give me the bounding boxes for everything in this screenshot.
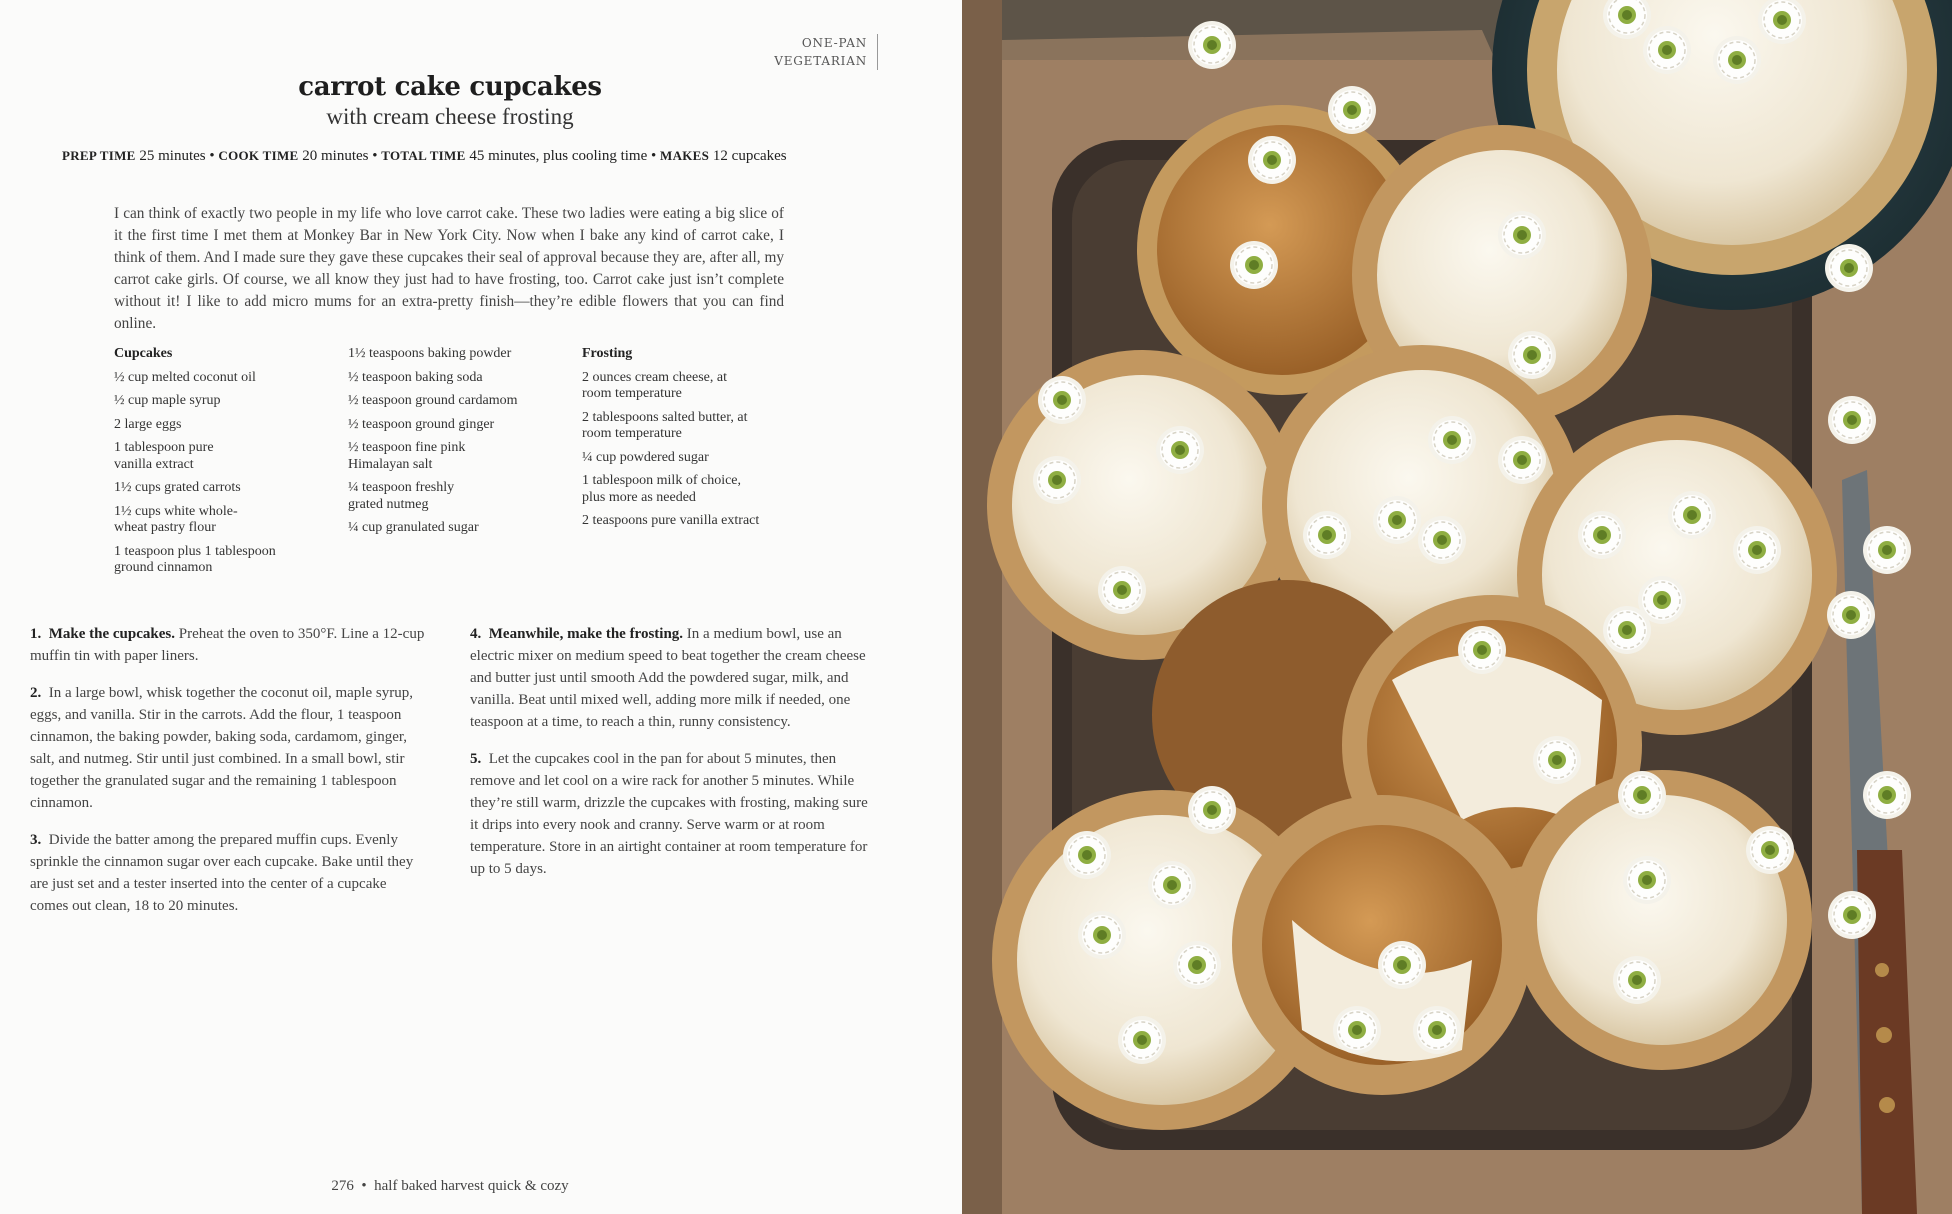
method-step (30, 682, 425, 814)
method-step (470, 748, 870, 880)
meta-separator: • (205, 148, 219, 164)
recipe-times (62, 148, 787, 165)
ingredient-item: 2 ounces cream cheese, at room temperature (582, 369, 727, 401)
recipe-intro: I can think of exactly two people in my life who love carrot cake. These two ladies were eating a big slice of it the first time I met them at Monkey Bar in New York City. Now when I bake any kind of carrot cake, I think of them. And I made sure they gave these cupcakes their seal of approval because they are, after all, my carrot cake girls. Of course, we all know they just had to have frosting, too. Carrot cake just isn’t complete without it! I like to add micro mums for an extra-pretty finish—they’re edible flowers that you can find online. (114, 205, 784, 333)
step-lead: Make the cupcakes. (48, 626, 175, 642)
category-tag (774, 34, 878, 70)
meta-separator: • (647, 148, 660, 164)
method-step (30, 829, 425, 917)
ingredient-item: ½ cup melted coconut oil (114, 369, 256, 385)
recipe-title: carrot cake cupcakes (298, 72, 602, 102)
step-text: Let the cupcakes cool in the pan for about 5 minutes, then remove and let cool on a wire rack for another 5 minutes. While they’re still warm, drizzle the cupcakes with frosting, making sure it drips into every nook and cranny. Serve warm or at room temperature. Store in an airtight container at room temperature for up to 5 days. (470, 751, 868, 877)
method-step (470, 623, 870, 733)
makes-label: MAKES (660, 148, 710, 163)
recipe-page (0, 0, 962, 1214)
ingredient-item: ½ teaspoon baking soda (348, 369, 483, 385)
makes-value: 12 cupcakes (712, 148, 787, 164)
meta-separator: • (368, 148, 382, 164)
prep-time-label: PREP TIME (62, 148, 136, 163)
step-number: 3. (30, 832, 42, 848)
book-title: half baked harvest quick & cozy (374, 1178, 569, 1194)
total-time-label: TOTAL TIME (381, 148, 466, 163)
cook-time-value: 20 minutes (302, 148, 369, 164)
ingredients-heading: Cupcakes (114, 346, 173, 361)
ingredients-heading: Frosting (582, 346, 633, 361)
cook-time-label: COOK TIME (218, 148, 299, 163)
cupcakes-photo-illustration (962, 0, 1952, 1214)
ingredient-item: 1 tablespoon pure vanilla extract (114, 440, 214, 472)
total-time-value: 45 minutes, plus cooling time (469, 148, 648, 164)
step-number: 4. (470, 626, 482, 642)
recipe-header (0, 72, 900, 130)
ingredient-item: ¼ teaspoon freshly grated nutmeg (348, 480, 455, 512)
step-text: Divide the batter among the prepared muffin cups. Evenly sprinkle the cinnamon sugar over each cupcake. Bake until they are just set and a tester inserted into the center of a cupcake comes out clean, 18 to 20 minutes. (30, 832, 414, 914)
step-number: 5. (470, 751, 482, 767)
ingredient-item: 1 teaspoon plus 1 tablespoon ground cinnamon (114, 543, 276, 575)
ingredient-item: ½ teaspoon ground ginger (348, 416, 495, 432)
ingredients-frosting (582, 346, 802, 537)
step-text: In a medium bowl, use an electric mixer on medium speed to beat together the cream cheese and butter just until smooth Add the powdered sugar, milk, and vanilla. Beat until mixed well, adding more milk if needed, one teaspoon at a time, to reach a thin, runny consistency. (470, 626, 866, 730)
ingredient-item: ¼ cup powdered sugar (582, 449, 709, 465)
page-footer (0, 1178, 900, 1195)
method-column-left (30, 608, 425, 927)
cupcakes-photo (962, 0, 1952, 1214)
ingredient-item: 1½ teaspoons baking powder (348, 346, 512, 361)
recipe-subtitle: with cream cheese frosting (326, 104, 574, 129)
ingredient-item: 2 teaspoons pure vanilla extract (582, 513, 760, 528)
category-tag-line: ONE-PAN (801, 36, 867, 50)
ingredient-item: ½ cup maple syrup (114, 393, 221, 408)
prep-time-value: 25 minutes (139, 148, 206, 164)
category-tag-line: VEGETARIAN (774, 54, 867, 68)
step-lead: Meanwhile, make the frosting. (488, 626, 684, 642)
ingredients-cupcakes (114, 346, 324, 584)
ingredient-item: 1 tablespoon milk of choice, plus more as needed (582, 473, 742, 505)
ingredient-item: 1½ cups grated carrots (114, 480, 241, 495)
ingredients-cupcakes-continued (348, 346, 568, 544)
page-number: 276 (331, 1178, 354, 1194)
footer-separator: • (361, 1178, 367, 1194)
ingredient-item: ½ teaspoon fine pink Himalayan salt (348, 440, 466, 472)
ingredient-item: 2 tablespoons salted butter, at room temperature (582, 409, 748, 441)
method-column-right (470, 608, 870, 890)
step-text: In a large bowl, whisk together the coconut oil, maple syrup, eggs, and vanilla. Stir in the carrots. Add the flour, 1 teaspoon cinnamon, the baking powder, baking soda, cardamom, ginger, salt, and nutmeg. Stir until just combined. In a small bowl, stir together the granulated sugar and the remaining 1 tablespoon cinnamon. (30, 685, 413, 811)
ingredient-item: 1½ cups white whole-wheat pastry flour (114, 503, 238, 535)
ingredient-item: ½ teaspoon ground cardamom (348, 393, 518, 408)
step-number: 2. (30, 685, 42, 701)
step-number: 1. (30, 626, 42, 642)
ingredient-item: 2 large eggs (114, 416, 182, 432)
method-step (30, 623, 425, 667)
step-text: Preheat the oven to 350°F. Line a 12-cup muffin tin with paper liners. (30, 626, 425, 664)
ingredient-item: ¼ cup granulated sugar (348, 520, 479, 535)
